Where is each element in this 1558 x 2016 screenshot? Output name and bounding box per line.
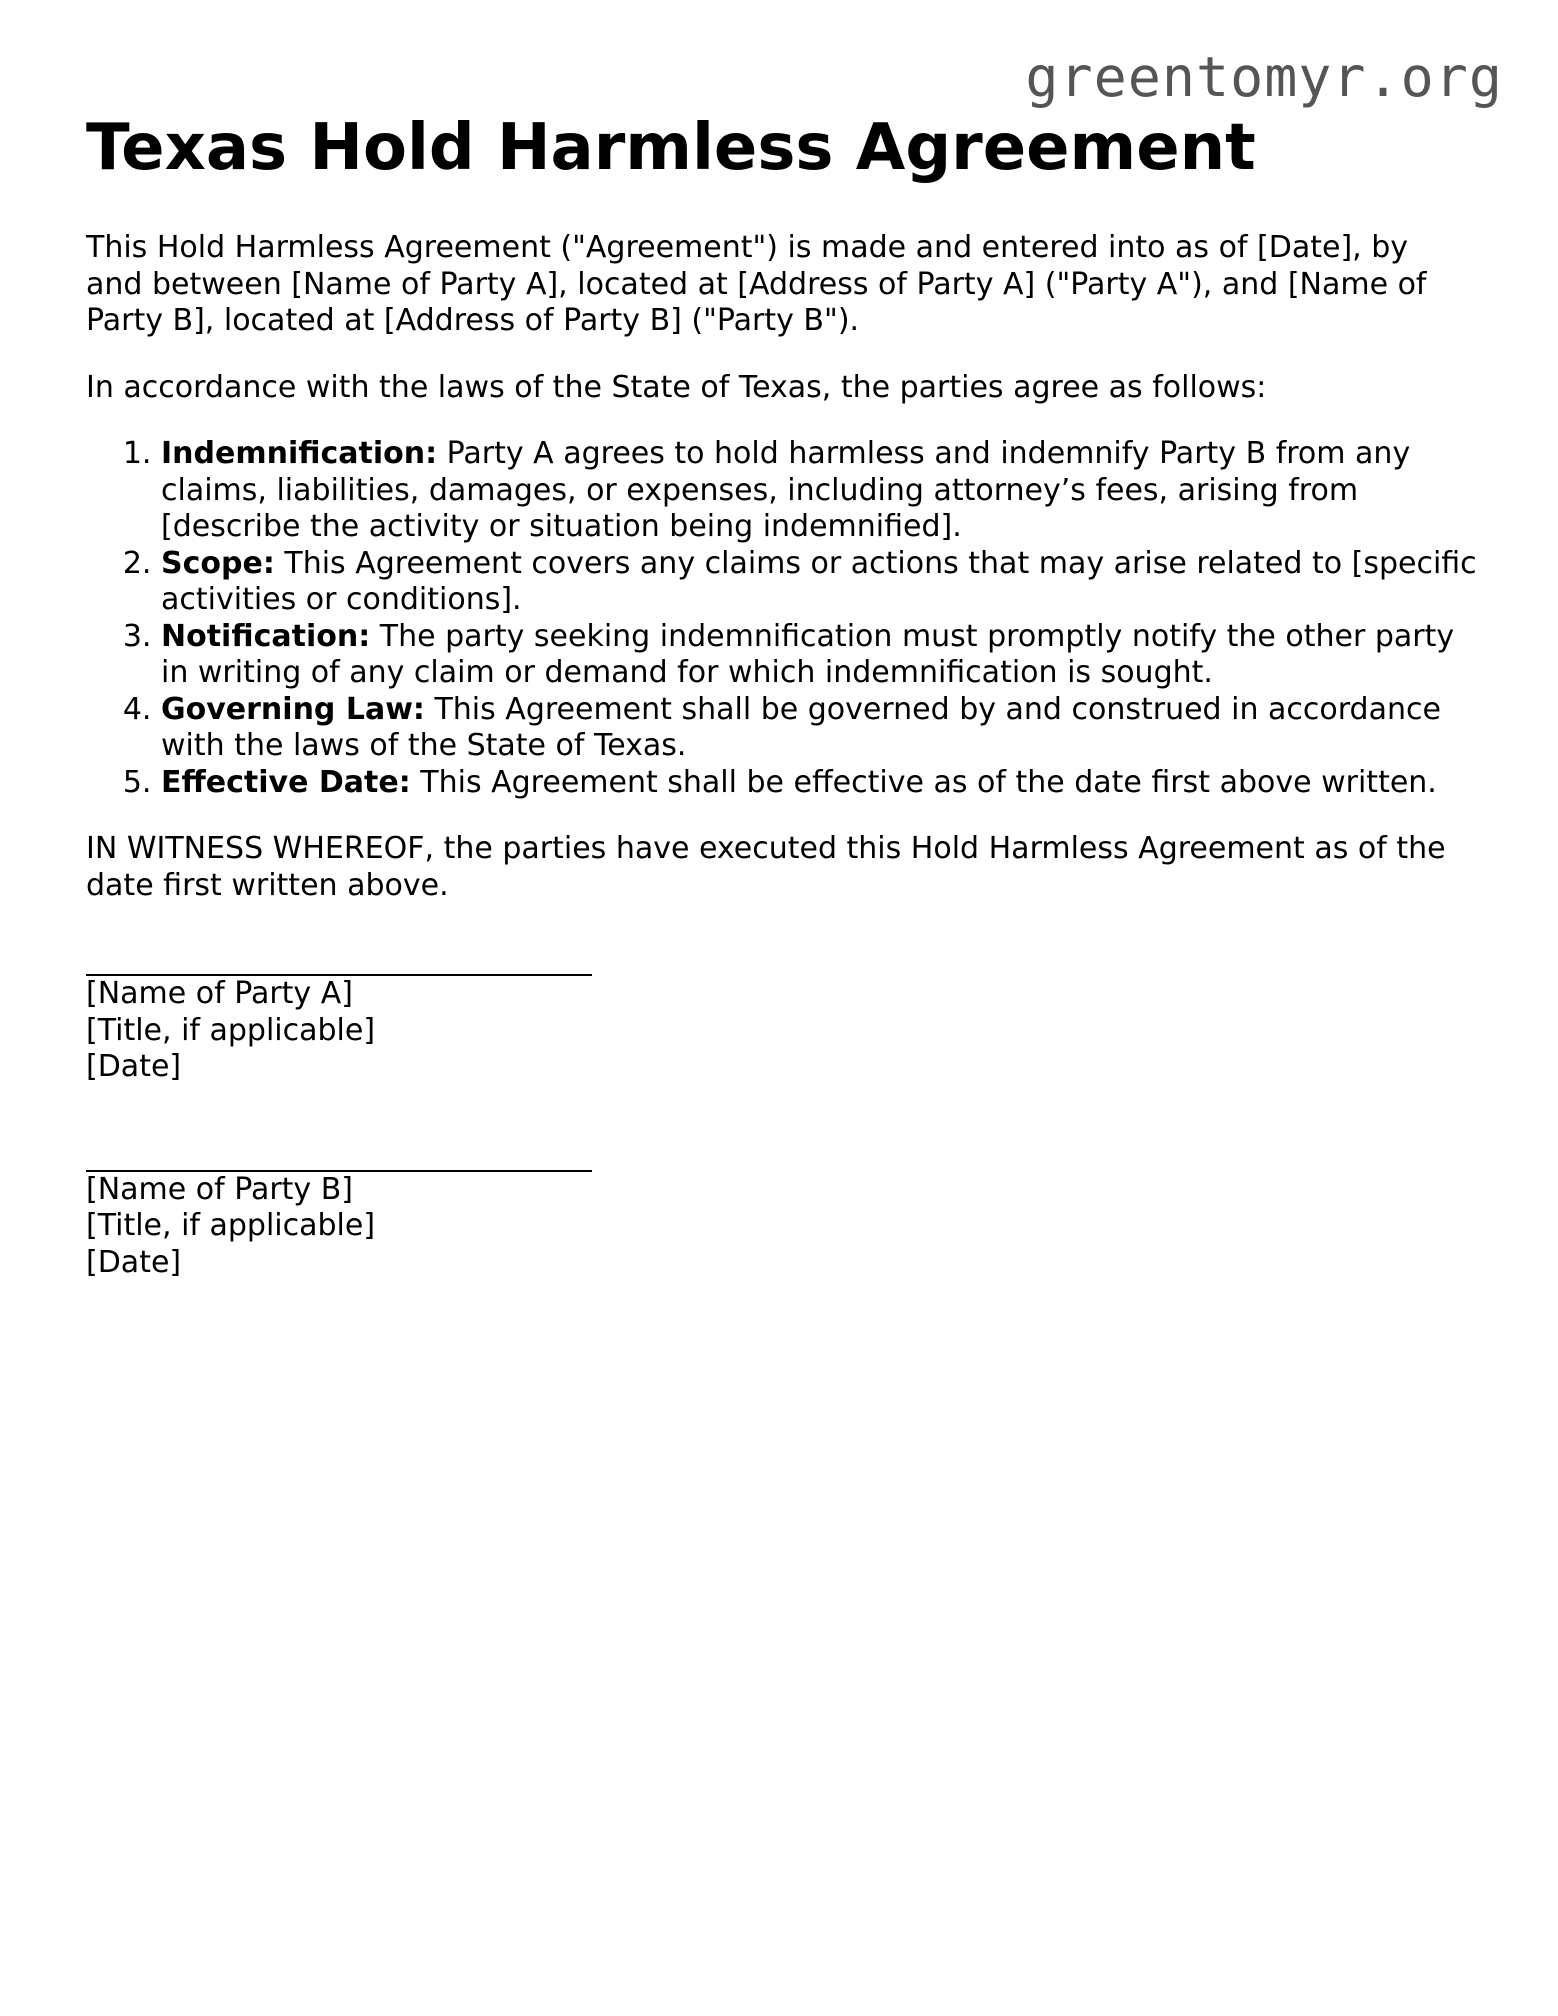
signature-name: [Name of Party B]: [86, 1171, 353, 1207]
clause-text: This Agreement covers any claims or actions that may arise related to [specific activities or conditions].: [161, 545, 1477, 617]
page-title: Texas Hold Harmless Agreement: [86, 111, 1256, 185]
clause-list: [86, 436, 1486, 801]
signature-line[interactable]: [86, 1142, 592, 1172]
accordance-paragraph: In accordance with the laws of the State of Texas, the parties agree as follows:: [86, 369, 1267, 405]
clause-item: [161, 765, 1486, 802]
clause-heading: Scope:: [161, 545, 275, 581]
clause-item: [161, 692, 1486, 765]
clause-item: [161, 436, 1486, 546]
clause-text: This Agreement shall be effective as of the date first above written.: [420, 764, 1437, 800]
signature-name: [Name of Party A]: [86, 976, 353, 1011]
clause-text: The party seeking indemnification must promptly notify the other party in writing of any claim or demand for which indemnification is sought.: [161, 618, 1455, 690]
clause-item: [161, 619, 1486, 692]
watermark: greentomyr.org: [1025, 45, 1503, 109]
clause-heading: Indemnification:: [161, 436, 438, 471]
signature-date: [Date]: [86, 1244, 182, 1280]
signature-title: [Title, if applicable]: [86, 1012, 376, 1048]
witness-paragraph: IN WITNESS WHEREOF, the parties have executed this Hold Harmless Agreement as of the date first written above.: [86, 831, 1446, 903]
signature-block-party-b: [86, 1142, 1486, 1282]
document-page: [86, 108, 1486, 1281]
clause-text: This Agreement shall be governed by and construed in accordance with the laws of the State of Texas.: [161, 691, 1441, 763]
signature-date: [Date]: [86, 1049, 182, 1084]
signature-block-party-a: [86, 946, 1486, 1086]
clause-item: [161, 546, 1486, 619]
clause-text: Party A agrees to hold harmless and indemnify Party B from any claims, liabilities, damages, or expenses, including attorney’s fees, arising from [describe the activity or situation being indemnified].: [161, 436, 1411, 544]
clause-heading: Effective Date:: [161, 764, 411, 800]
signature-line[interactable]: [86, 946, 592, 976]
clause-heading: Notification:: [161, 618, 371, 654]
clause-heading: Governing Law:: [161, 691, 425, 727]
intro-paragraph: This Hold Harmless Agreement ("Agreement") is made and entered into as of [Date], by and between [Name of Party A], located at [Address of Party A] ("Party A"), and [Name of Party B], located at [Address of Party B] ("Party B").: [86, 230, 1427, 338]
signature-title: [Title, if applicable]: [86, 1208, 376, 1243]
